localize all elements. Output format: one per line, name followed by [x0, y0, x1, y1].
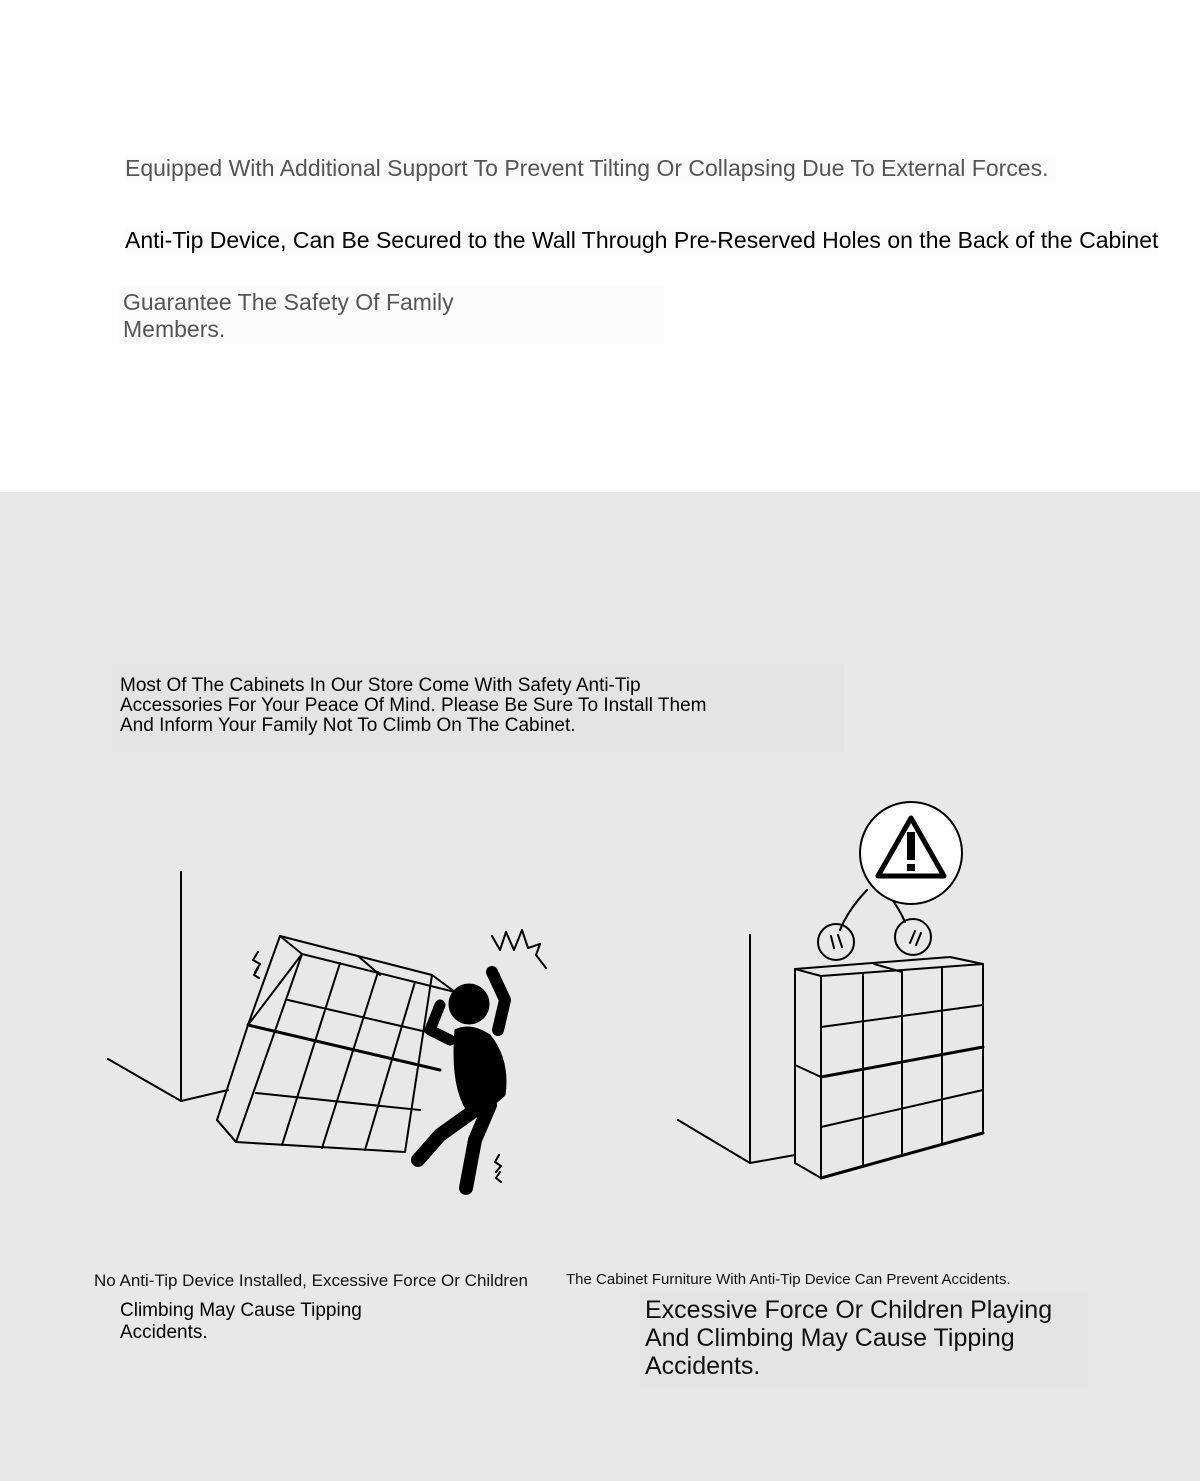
left-caption: No Anti-Tip Device Installed, Excessive Force Or Children — [94, 1271, 528, 1290]
support-text: Equipped With Additional Support To Prevent Tilting Or Collapsing Due To External Forces. — [125, 155, 1056, 182]
anti-tip-text: Anti-Tip Device, Can Be Secured to the Wall Through Pre-Reserved Holes on the Back of the Cabinet — [125, 227, 1159, 253]
guarantee-text: Guarantee The Safety Of Family Members. — [123, 289, 543, 343]
warning-triangle-icon — [860, 802, 962, 904]
intro-text: Most Of The Cabinets In Our Store Come With Safety Anti-Tip Accessories For Your Peace Of Mind. Please Be Sure To Install Them And Inform Your Family Not To Climb On The Cabinet. — [120, 675, 707, 736]
right-caption: The Cabinet Furniture With Anti-Tip Device Can Prevent Accidents. — [566, 1271, 1011, 1288]
falling-cabinet-illustration — [100, 860, 560, 1200]
left-caption-continued: Climbing May Cause Tipping Accidents. — [120, 1300, 362, 1343]
anchored-cabinet-illustration — [670, 795, 1000, 1190]
right-caption-large: Excessive Force Or Children Playing And Climbing May Cause Tipping Accidents. — [645, 1296, 1053, 1380]
